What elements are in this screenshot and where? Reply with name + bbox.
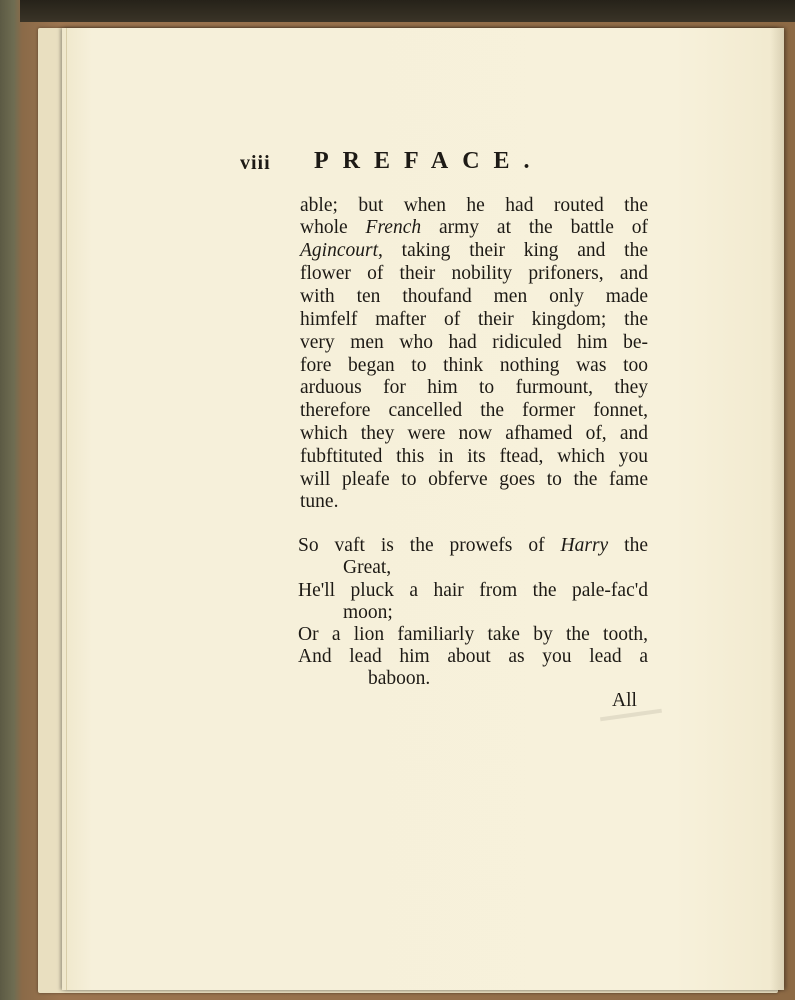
prose-line: himfelf mafter of their kingdom; the [300,309,648,330]
prose-line: whole French army at the battle of [300,217,648,238]
verse-line: He'll pluck a hair from the pale-fac'd [298,580,648,601]
verse-line: So vaft is the prowefs of Harry the [298,535,648,556]
verse-line: And lead him about as you lead a [298,646,648,667]
prose-line: therefore cancelled the former fonnet, [300,400,648,421]
cover-top-edge [20,0,795,22]
prose-line: which they were now afhamed of, and [300,423,648,444]
prose-line: able; but when he had routed the [300,195,648,216]
prose-line: arduous for him to furmount, they [300,377,648,398]
prose-line: tune. [300,491,339,512]
verse-line: Great, [343,557,392,578]
prose-line: flower of their nobility prifoners, and [300,263,648,284]
verse-line: Or a lion familiarly take by the tooth, [298,624,648,645]
prose-line: Agincourt, taking their king and the [300,240,648,261]
page-edge-shadow [770,28,784,990]
catchword: All [612,690,637,711]
running-head: PREFACE. [314,148,544,174]
verse-line: baboon. [368,668,431,689]
page-header [240,148,544,175]
prose-line: very men who had ridiculed him be- [300,332,648,353]
prose-line: will pleafe to obferve goes to the fame [300,469,648,490]
page-gutter [66,28,67,990]
prose-line: fubftituted this in its ftead, which you [300,446,648,467]
prose-line: fore began to think nothing was too [300,355,648,376]
verse-line: moon; [343,602,393,623]
prose-line: with ten thoufand men only made [300,286,648,307]
page-number: viii [240,152,271,174]
